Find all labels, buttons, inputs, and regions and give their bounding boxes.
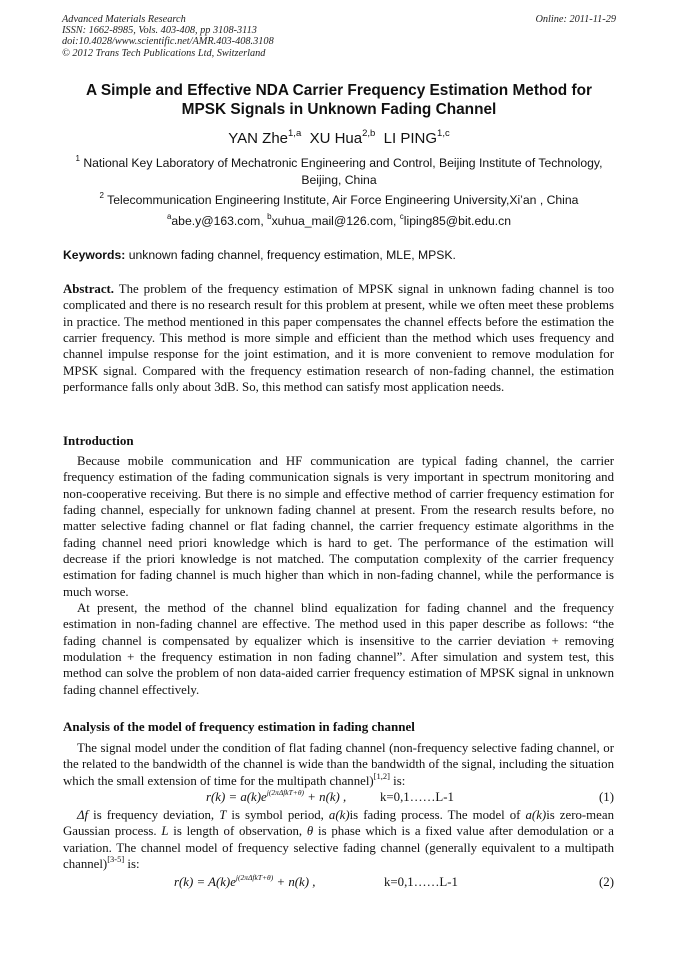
abstract-text: The problem of the frequency estimation of MPSK signal in unknown fading channel is too complicated and there is no research result for this problem at present, while we often meet these problems in practice. The method mentioned in this paper compensates the channel effects before the estimation the carrier frequency. This method is more simple and efficient than the method which uses frequency and channel impulse response for the joint estimation, and it is more convenient to remove modulation for MPSK signal. Compared with the frequency estimation research of non-fading channel, the estimation performance falls only about 3dB. So, this method can satisfy most application needs. [63, 282, 614, 395]
keywords [63, 247, 615, 263]
abstract [63, 281, 614, 395]
symbol: a(k) [328, 808, 350, 822]
equation-rhs: + n(k) , [273, 875, 316, 889]
author-list [40, 130, 638, 148]
affiliation-text: National Key Laboratory of Mechatronic Engineering and Control, Beijing Institute of Technology, [83, 156, 603, 170]
equation-number: (1) [599, 790, 614, 804]
equation-exponent: j(2πΔfkT+θ) [266, 788, 305, 797]
analysis-text: is: [389, 773, 406, 788]
intro-paragraph-2: At present, the method of the channel blind equalization for fading channel and the frequency estimation in non-fading channel are effective. The method used in this paper describe as follows: “the fading channel is compensated by equalizer which is insensitive to the carrier deviation + removing modulation + the frequency estimation in non fading channel”. After simulation and system test, this method can solve the problem of non data-aided carrier frequency estimation of MPSK signal in unknown fading channel effectively. [63, 601, 614, 697]
email-line [60, 213, 618, 230]
affiliation-1 [60, 155, 618, 188]
analysis-text: is phase which is a fixed value after demodulation or a variation. The channel model of frequency selective fading channel (generally equivalent to a multipath channel) [63, 824, 614, 872]
author-name: YAN Zhe [228, 130, 289, 147]
keywords-text: unknown fading channel, frequency estimation, MLE, MPSK. [128, 248, 456, 262]
affiliation-text: Beijing, China [301, 172, 377, 187]
citation: [1,2] [373, 770, 390, 781]
issn-line: ISSN: 1662-8985, Vols. 403-408, pp 3108-3113 [62, 25, 257, 37]
symbol: θ [306, 824, 314, 839]
analysis-text: is: [124, 857, 140, 872]
author-affiliation-mark: 2,b [362, 128, 376, 139]
intro-paragraph-1: Because mobile communication and HF communication are typical fading channel, the carrier frequency estimation of the fading communication signals is very important in spectrum monitoring and non-cooperative receiving. But there is no simple and effective method of carrier frequency estimation for fading channel, especially for unknown fading channel at present. From the research results before, no matter selective fading channel or flat fading channel, the carrier frequency estimate algorithms in the fading channel need priori knowledge which is hard to get. The performance of the estimation will decrease if the priori knowledge is not matched. The computation complexity of the carrier frequency estimation for fading channel is much higher than which in non-fading channel, while the performance is much worse. [63, 454, 614, 599]
affiliation-mark: 2 [99, 191, 104, 200]
copyright-line: © 2012 Trans Tech Publications Ltd, Switzerland [62, 47, 266, 59]
email-a: abe.y@163.com, [171, 214, 264, 228]
paper-title [40, 81, 638, 119]
keywords-label: Keywords: [63, 248, 126, 262]
email-mark: b [267, 212, 272, 221]
affiliation-text: Telecommunication Engineering Institute, Air Force Engineering University,Xi’an , China [107, 193, 579, 207]
affiliation-mark: 1 [75, 154, 80, 163]
affiliation-2 [60, 192, 618, 209]
introduction-heading: Introduction [63, 433, 134, 448]
email-c: liping85@bit.edu.cn [403, 214, 512, 228]
doi-line: doi:10.4028/www.scientific.net/AMR.403-408.3108 [62, 36, 274, 48]
author-name: XU Hua [309, 130, 363, 147]
journal-header [62, 14, 616, 59]
journal-name: Advanced Materials Research [62, 14, 186, 25]
introduction-body [63, 453, 614, 698]
equation-range: k=0,1……L-1 [384, 875, 458, 889]
equation-lhs: r(k) = A(k)e [174, 875, 236, 889]
equation-1 [63, 789, 614, 806]
equation-exponent: j(2πΔfkT+θ) [235, 873, 274, 882]
email-mark: a [166, 212, 172, 221]
analysis-text: is length of observation, [168, 824, 307, 839]
author-affiliation-mark: 1,c [437, 128, 450, 139]
analysis-text: is zero-mean Gaussian process. [63, 808, 614, 839]
equation-range: k=0,1……L-1 [380, 790, 454, 804]
title-line-2: MPSK Signals in Unknown Fading Channel [181, 101, 497, 118]
abstract-label: Abstract. [63, 282, 115, 296]
equation-number: (2) [599, 875, 614, 889]
author-name: LI PING [383, 130, 438, 147]
analysis-text: is symbol period, [226, 808, 329, 822]
online-date: Online: 2011-11-29 [535, 14, 616, 25]
analysis-paragraph-1 [63, 740, 614, 789]
citation: [3-5] [107, 854, 125, 865]
equation-rhs: + n(k) , [304, 790, 347, 804]
analysis-text: is frequency deviation, [88, 808, 220, 822]
symbol: Δf [77, 808, 89, 822]
symbol: a(k) [525, 808, 547, 822]
analysis-heading: Analysis of the model of frequency estimation in fading channel [63, 719, 415, 734]
title-line-1: A Simple and Effective NDA Carrier Frequency Estimation Method for [86, 82, 592, 99]
analysis-paragraph-2 [63, 807, 614, 872]
email-b: xuhua_mail@126.com, [271, 214, 397, 228]
equation-2 [63, 874, 614, 891]
equation-lhs: r(k) = a(k)e [206, 790, 267, 804]
symbol: T [219, 808, 227, 822]
email-mark: c [399, 212, 404, 221]
analysis-text: The signal model under the condition of flat fading channel (non-frequency selective fading channel, or the related to the bandwidth of the channel is wide than the bandwidth of the signal, including the situation which the small extension of time for the multipath channel) [63, 741, 614, 788]
author-affiliation-mark: 1,a [288, 128, 302, 139]
analysis-text: is fading process. The model of [349, 808, 526, 822]
symbol: L [161, 824, 169, 839]
